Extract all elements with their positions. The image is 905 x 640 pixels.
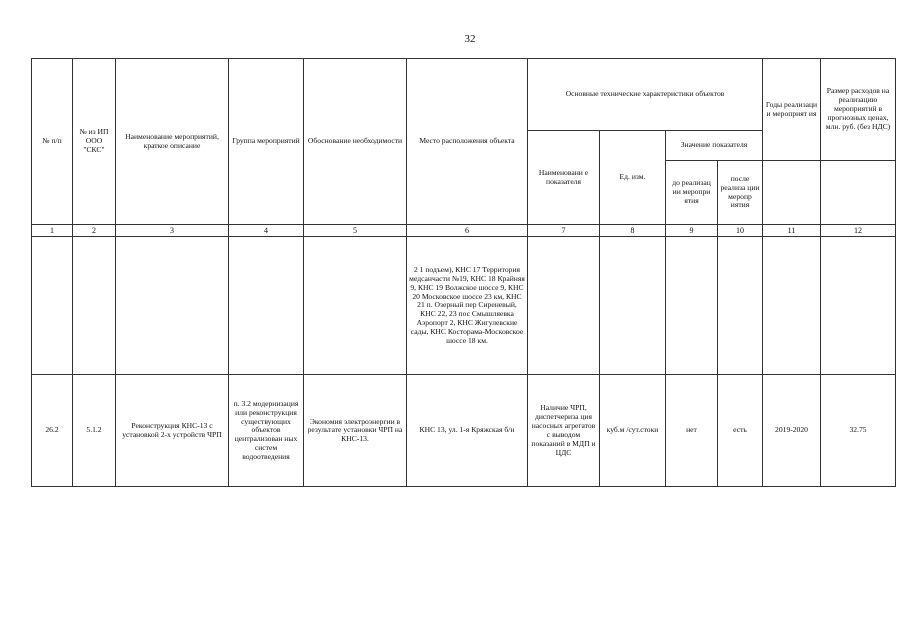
cell-indicator-name bbox=[528, 237, 600, 375]
cell-after bbox=[718, 237, 763, 375]
table-row bbox=[32, 237, 896, 375]
cell-unit: куб.м /сут.стоки bbox=[600, 375, 666, 487]
cell-justification: Экономия электроэнергии в результате установки ЧРП на КНС-13. bbox=[304, 375, 407, 487]
column-number: 2 bbox=[73, 225, 116, 237]
cell-indicator-name: Наличие ЧРП, диспетчеризa ция насосных агрегатов с выводом показаний в МДП и ЦДС bbox=[528, 375, 600, 487]
cell-after: есть bbox=[718, 375, 763, 487]
column-number: 3 bbox=[116, 225, 229, 237]
column-number: 7 bbox=[528, 225, 600, 237]
header-cost: Размер расходов на реализацию мероприятий в прогнозных ценах, млн. руб. (без НДС) bbox=[821, 59, 896, 161]
column-number: 1 bbox=[32, 225, 73, 237]
header-technical-characteristics: Основные технические характеристики объектов bbox=[528, 59, 763, 131]
column-number: 11 bbox=[763, 225, 821, 237]
cell-years: 2019-2020 bbox=[763, 375, 821, 487]
cell-ip-number: 5.1.2 bbox=[73, 375, 116, 487]
column-number: 10 bbox=[718, 225, 763, 237]
header-indicator-name: Наименовани е показателя bbox=[528, 131, 600, 225]
cell-measure-group bbox=[229, 237, 304, 375]
cell-unit bbox=[600, 237, 666, 375]
cell-cost: 32.75 bbox=[821, 375, 896, 487]
cell-measure-name bbox=[116, 237, 229, 375]
cell-justification bbox=[304, 237, 407, 375]
cell-cost bbox=[821, 237, 896, 375]
header-measure-group: Группа мероприятий bbox=[229, 59, 304, 225]
cell-measure-group: п. 3.2 модернизация или реконструкция существующих объектов централизован ных систем водоотведения bbox=[229, 375, 304, 487]
column-number: 5 bbox=[304, 225, 407, 237]
column-number: 8 bbox=[600, 225, 666, 237]
cell-before: нет bbox=[666, 375, 718, 487]
header-indicator-value: Значение показателя bbox=[666, 131, 763, 161]
header-after: после реализа ции меропр иятия bbox=[718, 161, 763, 225]
header-years: Годы реализаци и мероприят ия bbox=[763, 59, 821, 161]
header-unit: Ед. изм. bbox=[600, 131, 666, 225]
cell-location: КНС 13, ул. 1-я Кряжская б/н bbox=[407, 375, 528, 487]
cell-years bbox=[763, 237, 821, 375]
header-measure-name: Наименование мероприятий, краткое описание bbox=[116, 59, 229, 225]
column-number: 9 bbox=[666, 225, 718, 237]
page-number: 32 bbox=[464, 33, 476, 45]
table-row bbox=[32, 375, 896, 487]
header-justification: Обоснование необходимости bbox=[304, 59, 407, 225]
column-number: 6 bbox=[407, 225, 528, 237]
measures-table bbox=[31, 58, 896, 487]
cell-measure-name: Реконструкция КНС-13 с установкой 2-х устройств ЧРП bbox=[116, 375, 229, 487]
header-cost-cont bbox=[821, 161, 896, 225]
cell-number bbox=[32, 237, 73, 375]
cell-ip-number bbox=[73, 237, 116, 375]
column-number: 4 bbox=[229, 225, 304, 237]
header-ip-number: № из ИП ООО "СКС" bbox=[73, 59, 116, 225]
cell-location: 2 1 подъем), КНС 17 Территория медсанчасти №19, КНС 18 Крайняя 9, КНС 19 Волжское шоссе 9, КНС 20 Московское шоссе 23 км, КНС 21 п. Озерный пер Сиреневый, КНС 22, 23 пос Смышляевка Аэропорт 2, КНС Жигулевские сады, КНС Косторама-Московское шоссе 18 км. bbox=[407, 237, 528, 375]
header-years-cont bbox=[763, 161, 821, 225]
cell-number: 26.2 bbox=[32, 375, 73, 487]
column-number: 12 bbox=[821, 225, 896, 237]
header-before: до реализац ии меропри ятия bbox=[666, 161, 718, 225]
header-number: № п/п bbox=[32, 59, 73, 225]
cell-before bbox=[666, 237, 718, 375]
header-location: Место расположения объекта bbox=[407, 59, 528, 225]
